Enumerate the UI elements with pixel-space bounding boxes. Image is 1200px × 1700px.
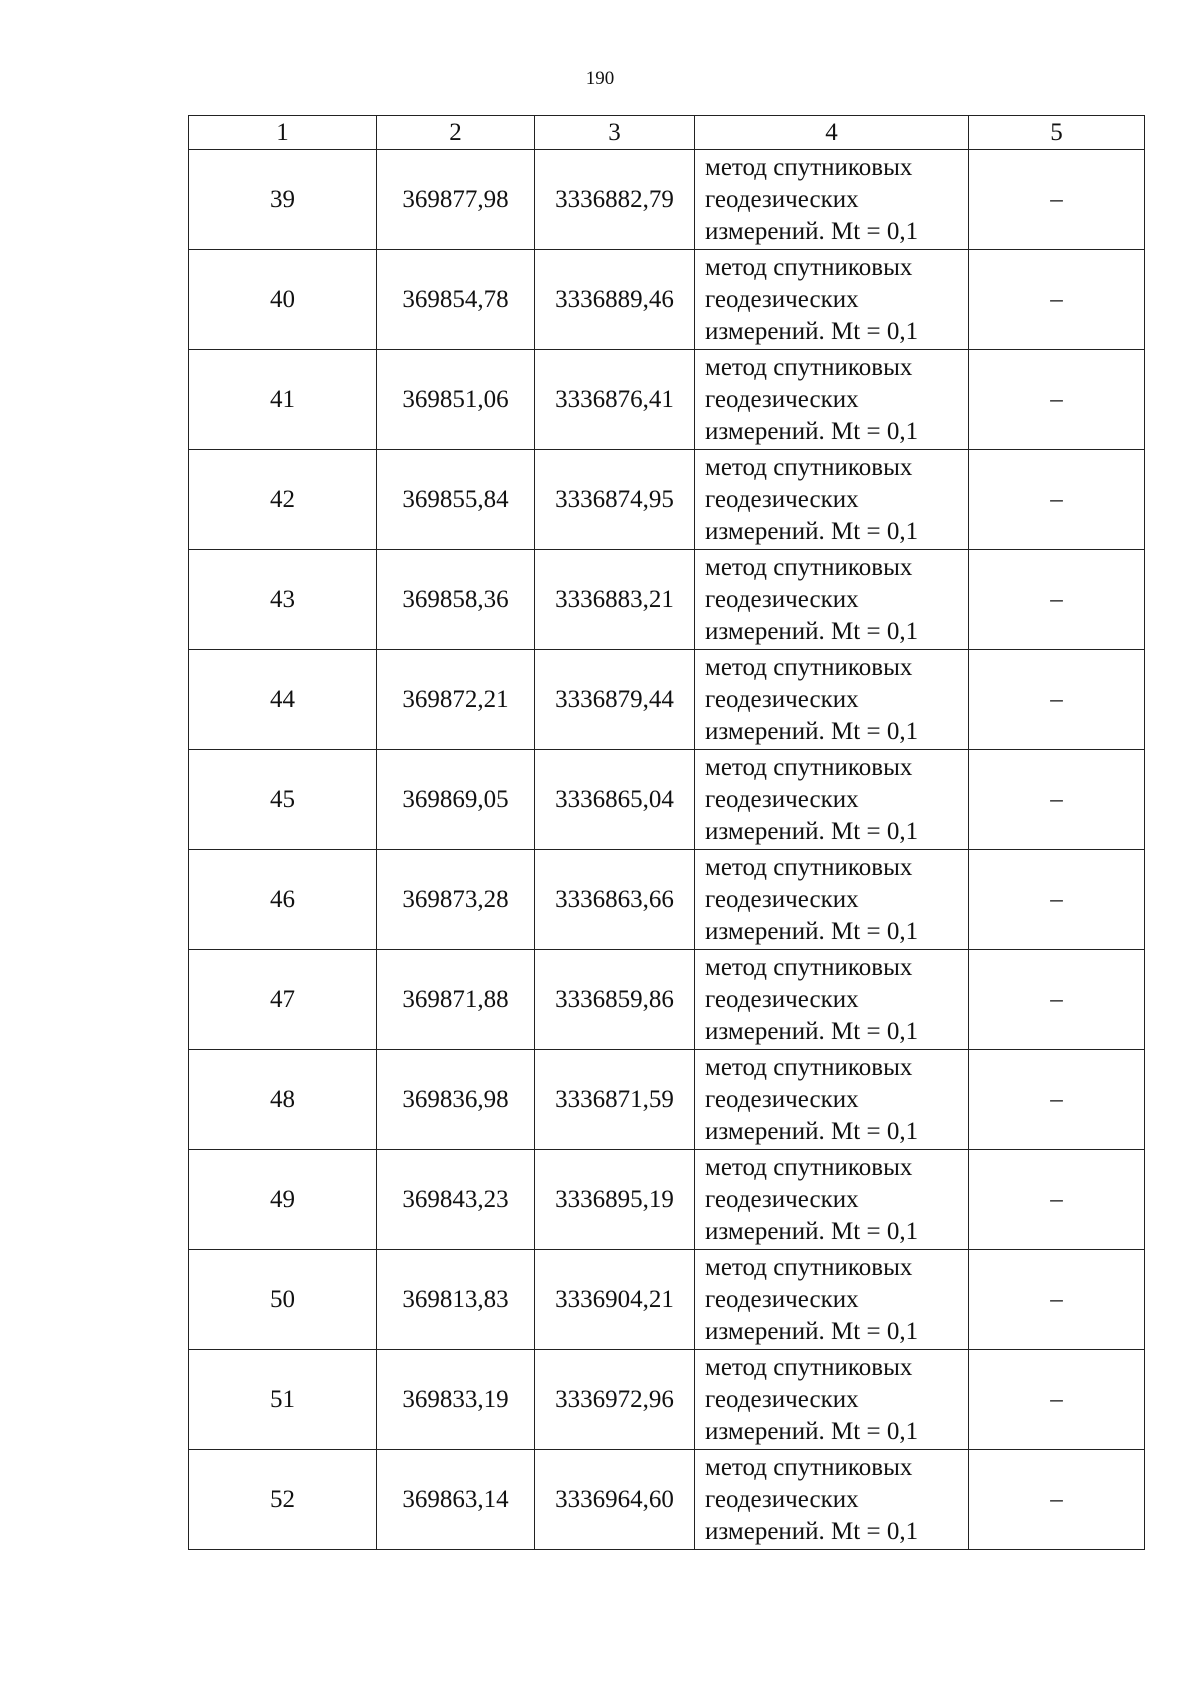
method-cell: [695, 250, 969, 350]
x-coordinate-cell: 369869,05: [377, 750, 535, 850]
note-cell: –: [969, 350, 1145, 450]
point-number-cell: 43: [189, 550, 377, 650]
table-row: [189, 1450, 1145, 1550]
method-line: геодезических: [705, 1085, 859, 1113]
table-row: [189, 950, 1145, 1050]
table-row: [189, 1150, 1145, 1250]
method-line: измерений. Mt = 0,1: [705, 1017, 919, 1045]
x-coordinate-cell: 369851,06: [377, 350, 535, 450]
method-line: измерений. Mt = 0,1: [705, 517, 919, 545]
x-coordinate-cell: 369843,23: [377, 1150, 535, 1250]
method-cell: [695, 950, 969, 1050]
method-cell: [695, 150, 969, 250]
table-row: [189, 1350, 1145, 1450]
table-row: [189, 650, 1145, 750]
y-coordinate-cell: 3336871,59: [535, 1050, 695, 1150]
point-number-cell: 39: [189, 150, 377, 250]
method-line: геодезических: [705, 685, 859, 713]
method-line: метод спутниковых: [705, 1053, 913, 1081]
note-cell: –: [969, 1150, 1145, 1250]
y-coordinate-cell: 3336874,95: [535, 450, 695, 550]
y-coordinate-cell: 3336964,60: [535, 1450, 695, 1550]
method-line: измерений. Mt = 0,1: [705, 317, 919, 345]
coordinates-table: [188, 115, 1145, 1550]
table-row: [189, 1050, 1145, 1150]
y-coordinate-cell: 3336859,86: [535, 950, 695, 1050]
method-line: геодезических: [705, 1485, 859, 1513]
note-cell: –: [969, 1350, 1145, 1450]
method-cell: [695, 650, 969, 750]
x-coordinate-cell: 369833,19: [377, 1350, 535, 1450]
point-number-cell: 40: [189, 250, 377, 350]
point-number-cell: 46: [189, 850, 377, 950]
x-coordinate-cell: 369871,88: [377, 950, 535, 1050]
method-line: измерений. Mt = 0,1: [705, 1117, 919, 1145]
method-cell: [695, 1150, 969, 1250]
table-row: [189, 350, 1145, 450]
method-cell: [695, 450, 969, 550]
point-number-cell: 51: [189, 1350, 377, 1450]
note-cell: –: [969, 1050, 1145, 1150]
method-line: измерений. Mt = 0,1: [705, 817, 919, 845]
method-line: измерений. Mt = 0,1: [705, 1317, 919, 1345]
method-cell: [695, 750, 969, 850]
point-number-cell: 42: [189, 450, 377, 550]
column-header-5: 5: [969, 116, 1145, 150]
method-line: геодезических: [705, 285, 859, 313]
method-line: геодезических: [705, 185, 859, 213]
method-line: геодезических: [705, 485, 859, 513]
method-cell: [695, 1350, 969, 1450]
column-header-2: 2: [377, 116, 535, 150]
x-coordinate-cell: 369836,98: [377, 1050, 535, 1150]
table-row: [189, 250, 1145, 350]
y-coordinate-cell: 3336883,21: [535, 550, 695, 650]
x-coordinate-cell: 369858,36: [377, 550, 535, 650]
y-coordinate-cell: 3336972,96: [535, 1350, 695, 1450]
note-cell: –: [969, 550, 1145, 650]
method-cell: [695, 550, 969, 650]
method-line: метод спутниковых: [705, 153, 913, 181]
method-line: метод спутниковых: [705, 253, 913, 281]
table-body: [189, 150, 1145, 1550]
table-row: [189, 750, 1145, 850]
method-line: измерений. Mt = 0,1: [705, 917, 919, 945]
y-coordinate-cell: 3336876,41: [535, 350, 695, 450]
method-line: измерений. Mt = 0,1: [705, 1417, 919, 1445]
note-cell: –: [969, 250, 1145, 350]
page-number: 190: [585, 68, 615, 89]
method-line: геодезических: [705, 585, 859, 613]
method-line: метод спутниковых: [705, 853, 913, 881]
method-line: геодезических: [705, 785, 859, 813]
note-cell: –: [969, 1450, 1145, 1550]
method-cell: [695, 1250, 969, 1350]
note-cell: –: [969, 1250, 1145, 1350]
method-line: измерений. Mt = 0,1: [705, 617, 919, 645]
x-coordinate-cell: 369877,98: [377, 150, 535, 250]
y-coordinate-cell: 3336904,21: [535, 1250, 695, 1350]
y-coordinate-cell: 3336879,44: [535, 650, 695, 750]
x-coordinate-cell: 369872,21: [377, 650, 535, 750]
table-header-row: [189, 116, 1145, 150]
note-cell: –: [969, 650, 1145, 750]
point-number-cell: 48: [189, 1050, 377, 1150]
point-number-cell: 41: [189, 350, 377, 450]
method-cell: [695, 1050, 969, 1150]
point-number-cell: 45: [189, 750, 377, 850]
method-line: геодезических: [705, 1185, 859, 1213]
y-coordinate-cell: 3336882,79: [535, 150, 695, 250]
method-line: метод спутниковых: [705, 353, 913, 381]
note-cell: –: [969, 750, 1145, 850]
y-coordinate-cell: 3336895,19: [535, 1150, 695, 1250]
point-number-cell: 52: [189, 1450, 377, 1550]
note-cell: –: [969, 450, 1145, 550]
method-line: измерений. Mt = 0,1: [705, 417, 919, 445]
y-coordinate-cell: 3336889,46: [535, 250, 695, 350]
point-number-cell: 50: [189, 1250, 377, 1350]
method-cell: [695, 850, 969, 950]
table-row: [189, 1250, 1145, 1350]
method-line: метод спутниковых: [705, 653, 913, 681]
method-line: метод спутниковых: [705, 453, 913, 481]
point-number-cell: 49: [189, 1150, 377, 1250]
x-coordinate-cell: 369813,83: [377, 1250, 535, 1350]
table-row: [189, 850, 1145, 950]
x-coordinate-cell: 369854,78: [377, 250, 535, 350]
method-line: метод спутниковых: [705, 1153, 913, 1181]
y-coordinate-cell: 3336865,04: [535, 750, 695, 850]
table-row: [189, 450, 1145, 550]
column-header-4: 4: [695, 116, 969, 150]
method-line: метод спутниковых: [705, 1353, 913, 1381]
method-line: геодезических: [705, 385, 859, 413]
method-line: метод спутниковых: [705, 753, 913, 781]
method-line: измерений. Mt = 0,1: [705, 1217, 919, 1245]
method-line: метод спутниковых: [705, 953, 913, 981]
column-header-1: 1: [189, 116, 377, 150]
y-coordinate-cell: 3336863,66: [535, 850, 695, 950]
x-coordinate-cell: 369855,84: [377, 450, 535, 550]
method-line: измерений. Mt = 0,1: [705, 717, 919, 745]
x-coordinate-cell: 369873,28: [377, 850, 535, 950]
method-line: геодезических: [705, 885, 859, 913]
method-line: геодезических: [705, 1285, 859, 1313]
method-cell: [695, 350, 969, 450]
table-row: [189, 150, 1145, 250]
method-line: измерений. Mt = 0,1: [705, 1517, 919, 1545]
x-coordinate-cell: 369863,14: [377, 1450, 535, 1550]
method-line: геодезических: [705, 1385, 859, 1413]
note-cell: –: [969, 950, 1145, 1050]
method-line: геодезических: [705, 985, 859, 1013]
method-line: метод спутниковых: [705, 1453, 913, 1481]
note-cell: –: [969, 150, 1145, 250]
method-line: измерений. Mt = 0,1: [705, 217, 919, 245]
method-line: метод спутниковых: [705, 1253, 913, 1281]
point-number-cell: 44: [189, 650, 377, 750]
note-cell: –: [969, 850, 1145, 950]
method-cell: [695, 1450, 969, 1550]
table-row: [189, 550, 1145, 650]
point-number-cell: 47: [189, 950, 377, 1050]
column-header-3: 3: [535, 116, 695, 150]
method-line: метод спутниковых: [705, 553, 913, 581]
